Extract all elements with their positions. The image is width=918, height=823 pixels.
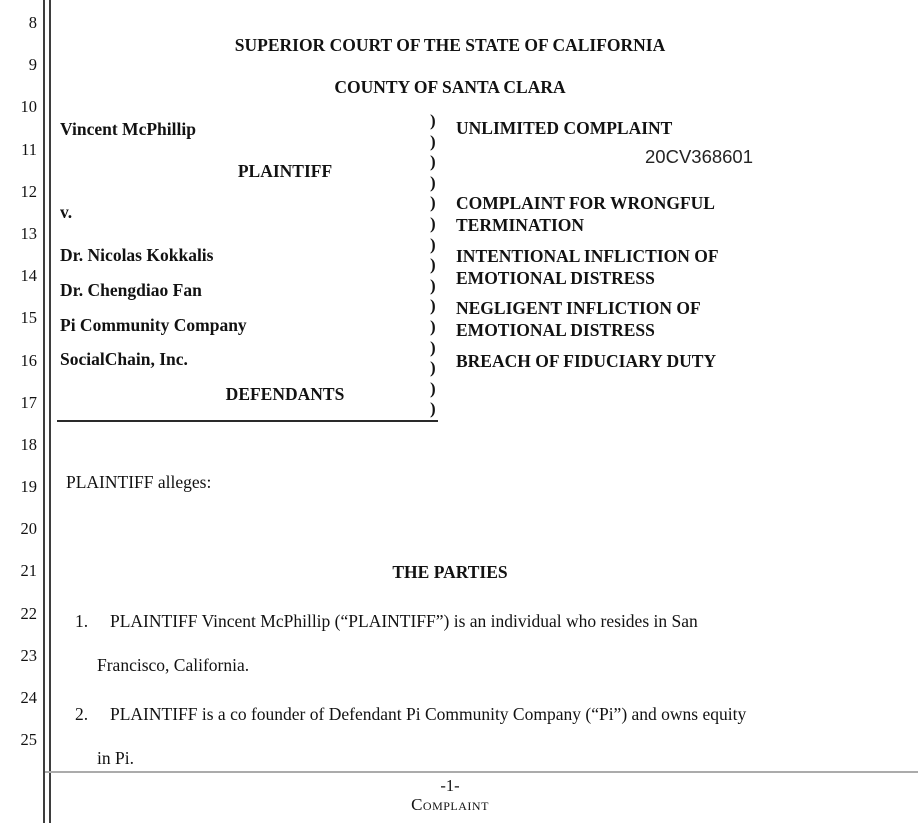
line-number: 20 — [20, 519, 37, 539]
plaintiff-label: PLAINTIFF — [237, 161, 333, 181]
paragraph-1-number: 1. — [75, 611, 89, 631]
paren-mark: ) — [430, 131, 436, 151]
line-number: 14 — [20, 266, 37, 286]
cause-intentional-infliction — [456, 246, 719, 289]
line-number: 23 — [20, 645, 37, 665]
footer-divider — [45, 771, 918, 773]
cause-line: EMOTIONAL DISTRESS — [456, 267, 655, 288]
paren-mark: ) — [430, 213, 436, 233]
page-number: -1- — [440, 776, 460, 795]
paren-mark: ) — [430, 275, 436, 295]
cause-line: EMOTIONAL DISTRESS — [456, 319, 655, 340]
line-number: 19 — [20, 477, 37, 497]
line-number: 9 — [28, 55, 37, 75]
paren-mark: ) — [430, 234, 436, 254]
paragraph-2-line-1 — [75, 703, 746, 725]
line-number: 8 — [28, 13, 37, 32]
alleges-intro: PLAINTIFF alleges: — [66, 472, 212, 492]
line-number: 12 — [20, 181, 37, 201]
pleading-rule-left — [43, 0, 45, 823]
cause-wrongful-termination — [456, 193, 715, 236]
section-heading-the-parties: THE PARTIES — [392, 562, 508, 582]
paragraph-1-line-2: Francisco, California. — [97, 655, 250, 675]
complaint-type: UNLIMITED COMPLAINT — [456, 118, 673, 138]
defendant-name-4: SocialChain, Inc. — [60, 349, 188, 369]
paren-mark: ) — [430, 193, 436, 213]
line-number: 24 — [20, 688, 37, 707]
paren-mark: ) — [430, 337, 436, 357]
paragraph-1-text: PLAINTIFF Vincent McPhillip (“PLAINTIFF”) is an individual who resides in San — [110, 611, 698, 631]
paren-mark: ) — [430, 358, 436, 378]
paren-mark: ) — [430, 152, 436, 172]
line-number: 15 — [20, 308, 37, 328]
paren-mark: ) — [430, 399, 436, 419]
defendant-name-1: Dr. Nicolas Kokkalis — [60, 245, 214, 265]
line-number: 11 — [21, 139, 37, 159]
line-number: 13 — [20, 223, 37, 243]
cause-line: BREACH OF FIDUCIARY DUTY — [456, 351, 717, 371]
cause-breach-fiduciary-duty — [456, 351, 716, 373]
versus-label: v. — [60, 202, 73, 222]
defendant-name-2: Dr. Chengdiao Fan — [60, 280, 202, 300]
cause-line: INTENTIONAL INFLICTION OF — [456, 246, 719, 266]
court-title: SUPERIOR COURT OF THE STATE OF CALIFORNIA — [234, 35, 666, 55]
paragraph-1-line-1 — [75, 610, 698, 632]
line-number: 17 — [20, 392, 37, 412]
footer-document-title: Complaint — [411, 795, 489, 814]
paragraph-2-line-2: in Pi. — [97, 748, 134, 768]
pleading-rule-right — [49, 0, 51, 823]
cause-line: COMPLAINT FOR WRONGFUL — [456, 193, 715, 213]
defendant-name-3: Pi Community Company — [60, 315, 247, 335]
county-title: COUNTY OF SANTA CLARA — [334, 77, 566, 97]
paren-mark: ) — [430, 255, 436, 275]
paragraph-2-text: PLAINTIFF is a co founder of Defendant Pi Community Company (“Pi”) and owns equity — [110, 704, 747, 724]
line-number: 16 — [20, 350, 37, 370]
defendants-label: DEFENDANTS — [225, 384, 345, 404]
paren-mark: ) — [430, 296, 436, 316]
plaintiff-name: Vincent McPhillip — [60, 119, 196, 139]
caption-underline — [57, 420, 438, 422]
case-number-stamp: 20CV368601 — [645, 146, 754, 167]
cause-line: NEGLIGENT INFLICTION OF — [456, 298, 701, 318]
cause-negligent-infliction — [456, 298, 701, 341]
line-number-column — [0, 12, 37, 771]
paren-mark: ) — [430, 172, 436, 192]
paren-mark: ) — [430, 316, 436, 336]
paren-mark: ) — [430, 378, 436, 398]
paren-column — [430, 111, 436, 420]
line-number: 18 — [20, 434, 37, 454]
line-number: 21 — [20, 561, 37, 581]
cause-line: TERMINATION — [456, 214, 585, 235]
line-number: 10 — [20, 97, 37, 117]
paren-mark: ) — [430, 111, 436, 130]
line-number: 22 — [20, 603, 37, 623]
paragraph-2-number: 2. — [75, 704, 89, 724]
line-number: 25 — [20, 730, 37, 750]
